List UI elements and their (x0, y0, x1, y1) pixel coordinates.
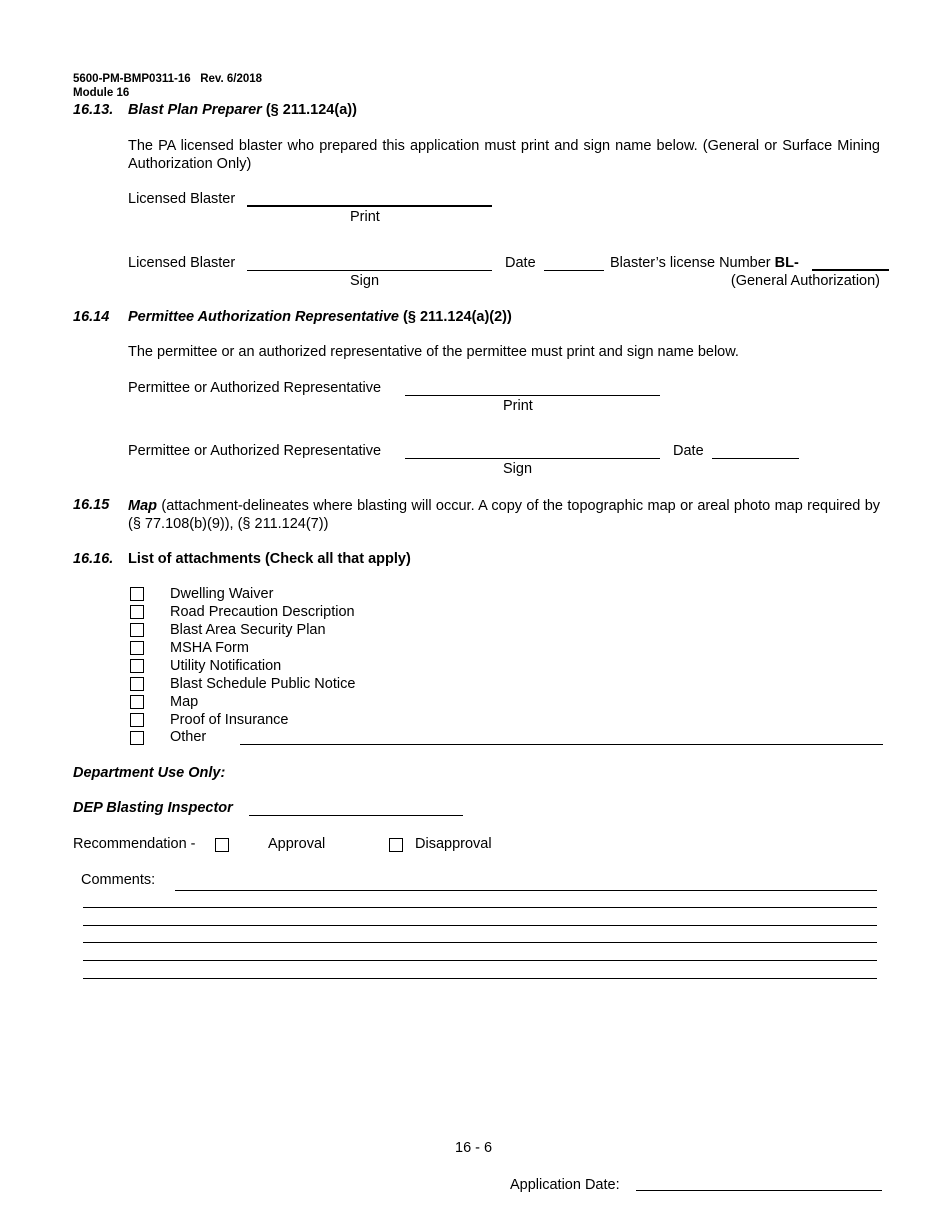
section-1615-heading (73, 497, 109, 513)
form-id: 5600-PM-BMP0311-16 (73, 73, 191, 85)
section-1614-instruction: The permittee or an authorized representative of the permittee must print and sign name below. (128, 344, 739, 360)
blaster-sign-field[interactable] (247, 270, 492, 271)
checkbox-proof-of-insurance[interactable] (130, 713, 144, 727)
checkbox-utility-notification[interactable] (130, 659, 144, 673)
blaster-license-prefix: BL- (774, 255, 799, 271)
page-number: 16 - 6 (455, 1140, 493, 1156)
blaster-date-label: Date (505, 255, 536, 271)
section-1613-title: Blast Plan Preparer (128, 102, 262, 118)
form-id-header (73, 73, 262, 85)
attachment-label-dwelling-waiver: Dwelling Waiver (170, 586, 274, 602)
attachment-label-blast-schedule-notice: Blast Schedule Public Notice (170, 676, 356, 692)
attachment-label-map: Map (170, 694, 199, 710)
section-1613-citation: (§ 211.124(a)) (265, 102, 357, 118)
checkbox-road-precaution[interactable] (130, 605, 144, 619)
department-use-title: Department Use Only: (73, 765, 226, 781)
attachment-label-road-precaution: Road Precaution Description (170, 604, 355, 620)
comments-line-3[interactable] (83, 925, 877, 926)
form-revision: Rev. 6/2018 (200, 73, 263, 85)
section-1615-title: Map (128, 498, 157, 514)
blaster-license-label: Blaster’s license Number (610, 255, 771, 271)
permittee-sign-label: Permittee or Authorized Representative (128, 443, 382, 459)
comments-label: Comments: (81, 872, 156, 888)
permittee-date-field[interactable] (712, 458, 799, 459)
blaster-print-label: Licensed Blaster (128, 191, 236, 207)
approval-label: Approval (268, 836, 326, 852)
permittee-print-field[interactable] (405, 395, 660, 396)
blaster-sign-label: Licensed Blaster (128, 255, 236, 271)
section-1613-number: 16.13. (73, 102, 114, 118)
dep-inspector-label: DEP Blasting Inspector (73, 800, 233, 816)
comments-line-4[interactable] (83, 942, 877, 943)
checkbox-approval[interactable] (215, 838, 229, 852)
section-1613-heading (73, 102, 113, 118)
permittee-date-label: Date (673, 443, 704, 459)
blaster-license-row (610, 255, 799, 271)
checkbox-other[interactable] (130, 731, 144, 745)
section-1613-title-row (128, 102, 357, 118)
attachment-label-utility-notification: Utility Notification (170, 658, 282, 674)
section-1614-number: 16.14 (73, 309, 110, 325)
section-1615-number: 16.15 (73, 497, 110, 513)
section-1616-number: 16.16. (73, 551, 114, 567)
checkbox-msha-form[interactable] (130, 641, 144, 655)
attachment-label-blast-area-security: Blast Area Security Plan (170, 622, 326, 638)
section-1614-title-row (128, 309, 512, 325)
comments-line-6[interactable] (83, 978, 877, 979)
permittee-sign-field[interactable] (405, 458, 660, 459)
blaster-print-caption: Print (350, 209, 380, 225)
attachment-label-msha-form: MSHA Form (170, 640, 249, 656)
blaster-license-caption: (General Authorization) (730, 273, 880, 289)
application-date-field[interactable] (636, 1190, 882, 1191)
section-1614-citation: (§ 211.124(a)(2)) (403, 309, 512, 325)
module-label: Module 16 (73, 87, 130, 99)
recommendation-label: Recommendation - (73, 836, 196, 852)
attachment-label-proof-of-insurance: Proof of Insurance (170, 712, 289, 728)
blaster-date-field[interactable] (544, 270, 604, 271)
section-1614-heading (73, 309, 109, 325)
attachment-label-other: Other (170, 729, 207, 745)
comments-line-1[interactable] (175, 890, 877, 891)
checkbox-blast-area-security[interactable] (130, 623, 144, 637)
other-attachment-field[interactable] (240, 744, 883, 745)
permittee-print-caption: Print (503, 398, 533, 414)
checkbox-map[interactable] (130, 695, 144, 709)
disapproval-label: Disapproval (415, 836, 492, 852)
section-1615-body (128, 497, 880, 533)
section-1613-instruction: The PA licensed blaster who prepared this application must print and sign name below. (General or Surface Mining Authorization Only) (128, 138, 880, 172)
blaster-print-field[interactable] (247, 205, 492, 207)
checkbox-blast-schedule-notice[interactable] (130, 677, 144, 691)
section-1616-heading (73, 551, 113, 567)
application-date-label: Application Date: (510, 1177, 620, 1193)
blaster-license-field[interactable] (812, 269, 889, 271)
dep-inspector-field[interactable] (249, 815, 463, 816)
comments-line-2[interactable] (83, 907, 877, 908)
section-1614-title: Permittee Authorization Representative (128, 309, 399, 325)
section-1616-title: List of attachments (Check all that apply) (128, 551, 411, 567)
checkbox-dwelling-waiver[interactable] (130, 587, 144, 601)
comments-line-5[interactable] (83, 960, 877, 961)
permittee-sign-caption: Sign (503, 461, 533, 477)
blaster-sign-caption: Sign (350, 273, 380, 289)
section-1615-text: (attachment-delineates where blasting will occur. A copy of the topographic map or areal photo map required by (§ 77.108(b)(9)), (§ 211.124(7)) (128, 498, 881, 532)
checkbox-disapproval[interactable] (389, 838, 403, 852)
permittee-print-label: Permittee or Authorized Representative (128, 380, 382, 396)
